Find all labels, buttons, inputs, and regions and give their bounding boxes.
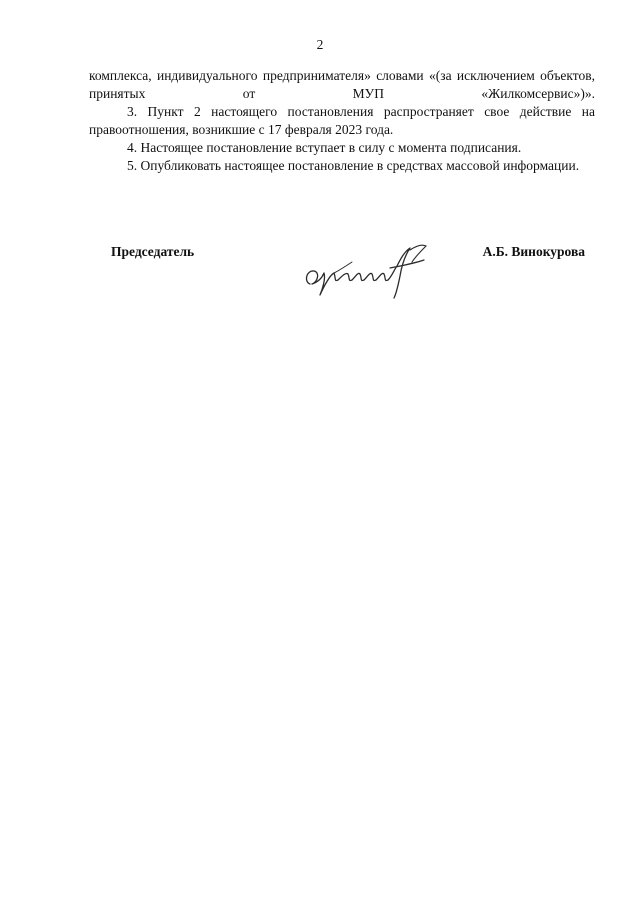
paragraph-line: объектов, принятых от МУП «Жилкомсервис»)». — [89, 68, 596, 101]
signatory-name: А.Б. Винокурова — [482, 244, 585, 259]
paragraph-line: информации. — [503, 158, 580, 173]
paragraph-line: 3. Пункт 2 настоящего постановления распространяет свое действие на — [127, 104, 595, 119]
paragraph-line: правоотношения, возникшие с 17 февраля 2023 года. — [89, 122, 394, 137]
page-number: 2 — [316, 37, 324, 52]
paragraph-item-5 — [89, 157, 595, 175]
document-body — [89, 67, 595, 175]
paragraph-item-3 — [89, 103, 595, 139]
paragraph-continuation — [89, 67, 595, 103]
paragraph-line: 4. Настоящее постановление вступает в силу с момента подписания. — [127, 140, 522, 155]
paragraph-line: комплекса, индивидуального предпринимателя» словами «(за исключением — [89, 68, 535, 83]
signatory-title: Председатель — [111, 244, 195, 259]
paragraph-item-4 — [89, 139, 595, 157]
paragraph-line: 5. Опубликовать настоящее постановление в средствах массовой — [127, 158, 500, 173]
handwritten-signature — [300, 240, 435, 302]
